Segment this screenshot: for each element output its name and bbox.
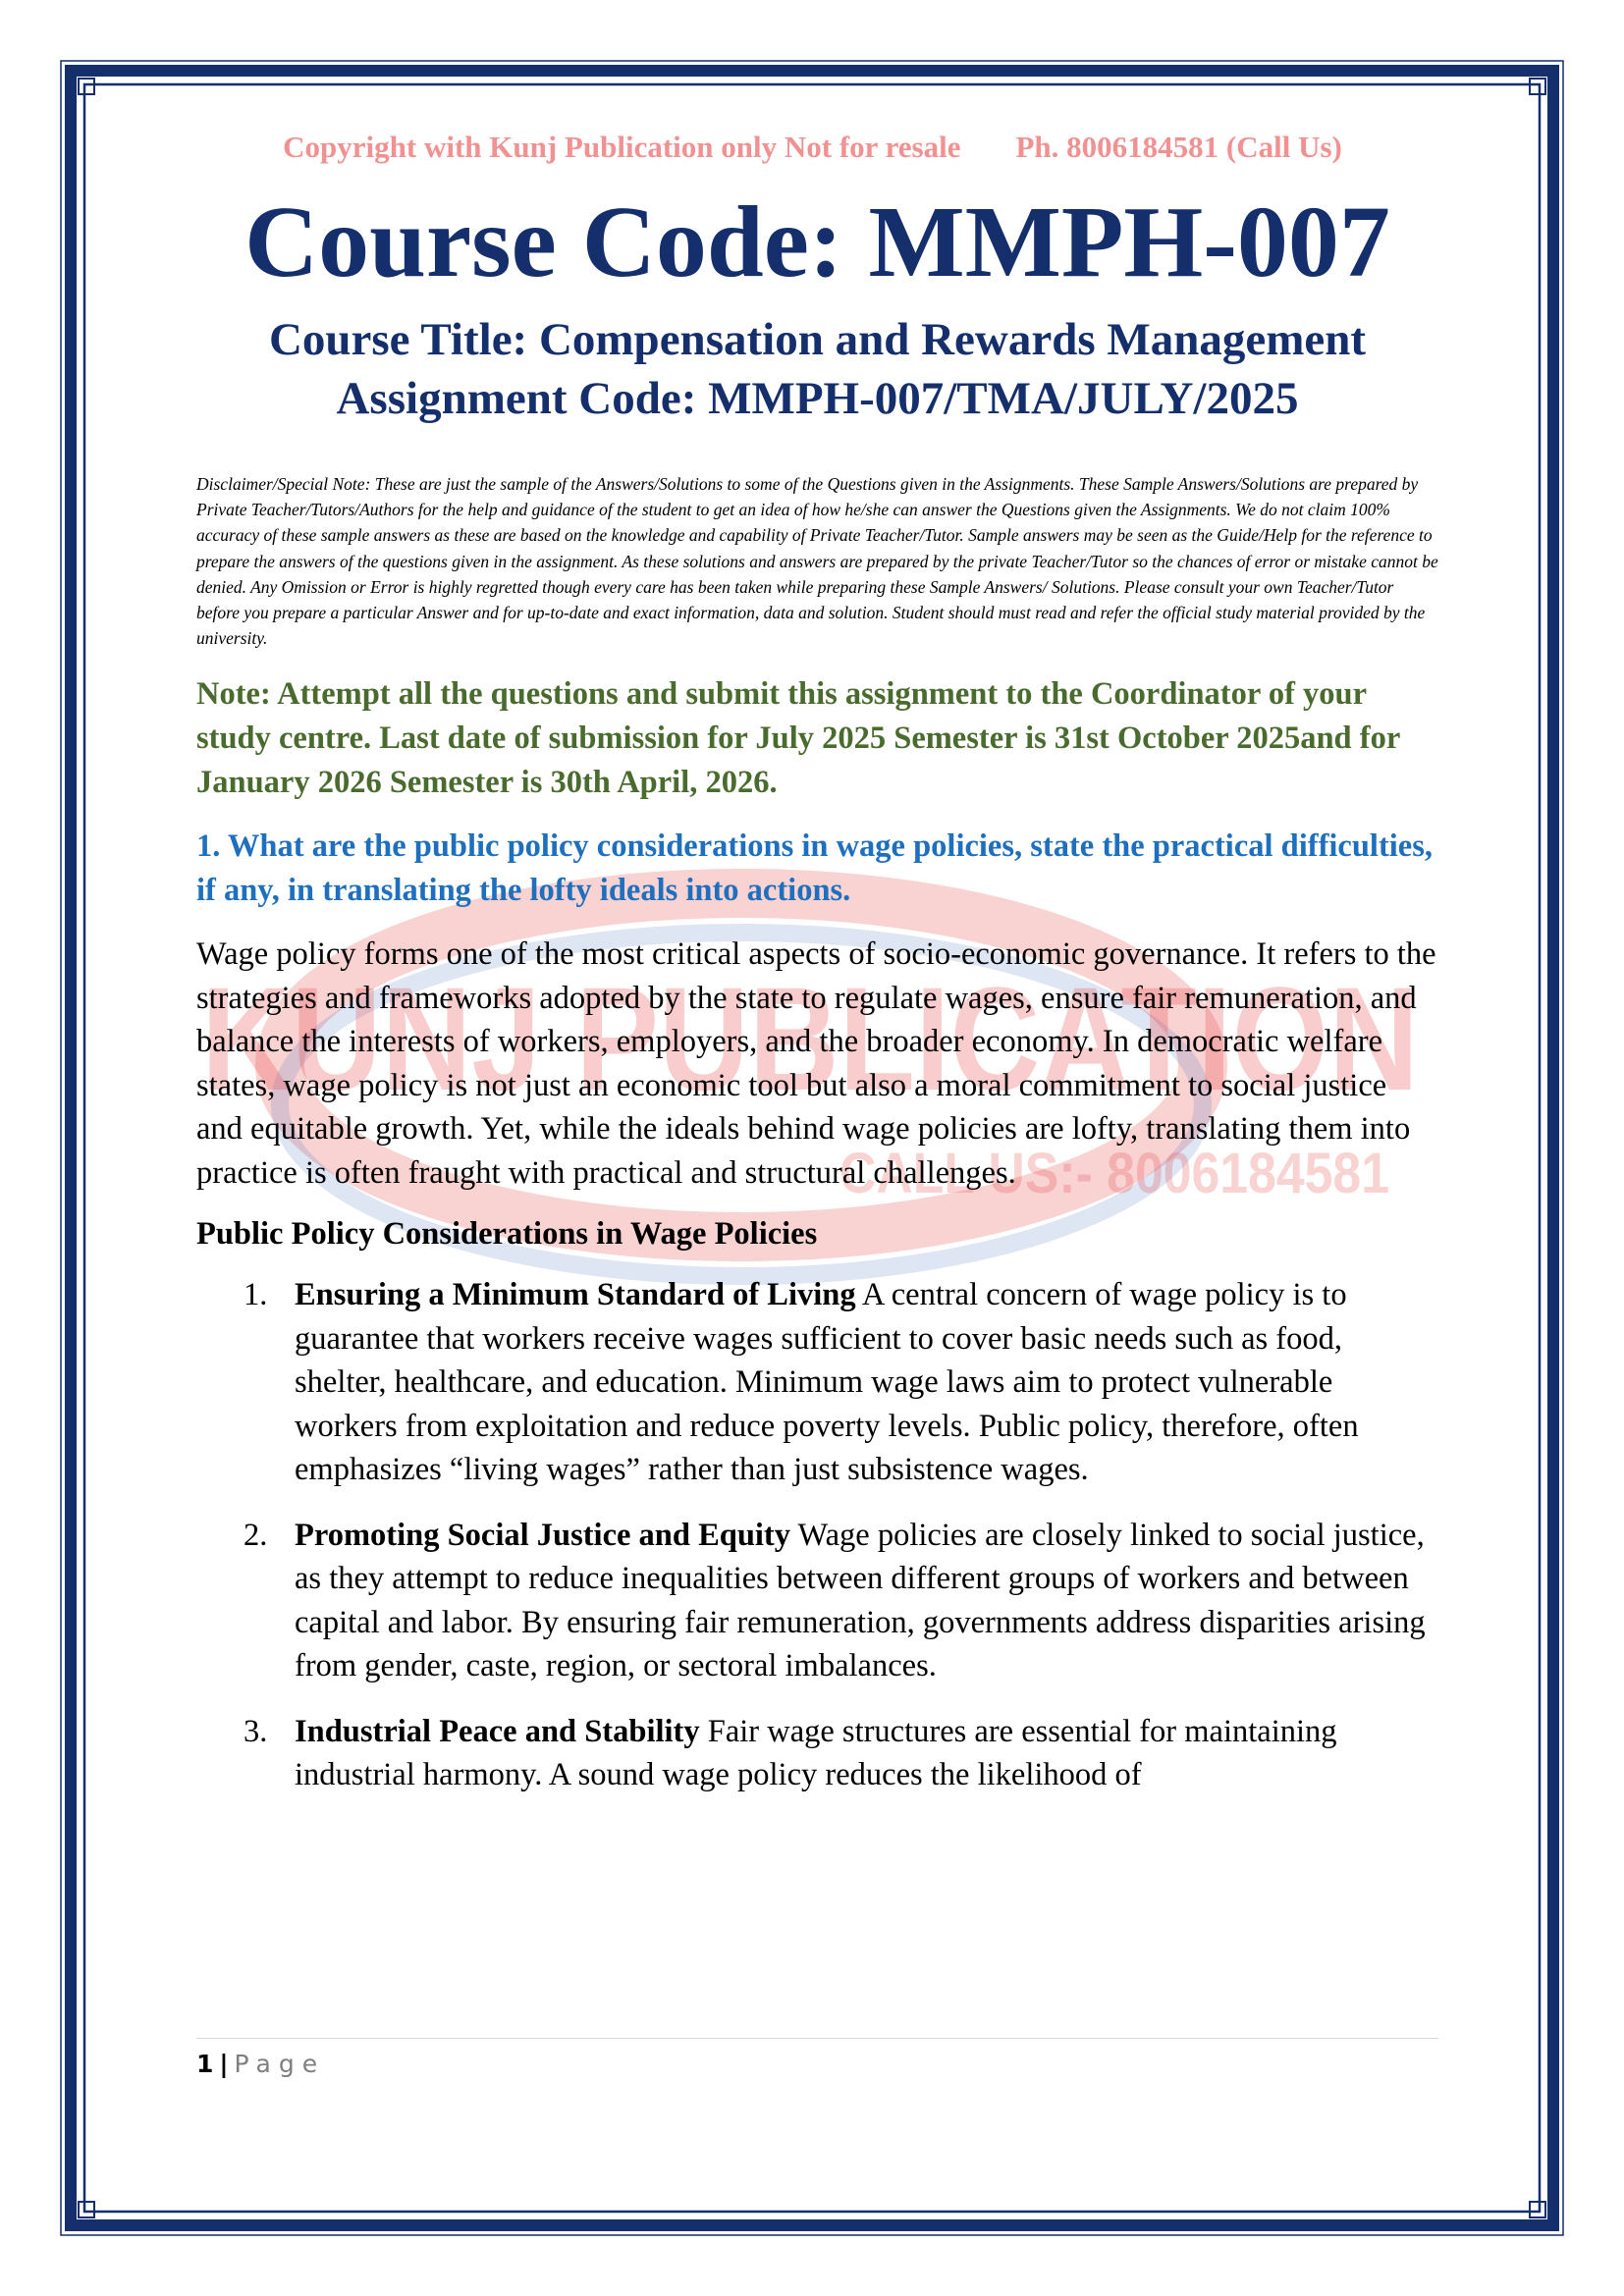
considerations-list	[196, 1273, 1438, 1797]
page-label: Page	[234, 2050, 326, 2078]
list-item-title: Promoting Social Justice and Equity	[295, 1517, 791, 1553]
disclaimer: Disclaimer/Special Note: These are just the sample of the Answers/Solutions to some of the Questions given in the Assignments. These Sample Answers/Solutions are prepared by Private Teacher/Tutors/Authors for the help and guidance of the student to get an idea of how he/she can answer the Questions given the Assignments. We do not claim 100% accuracy of these sample answers as these are based on the knowledge and capability of Private Teacher/Tutor. Sample answers may be seen as the Guide/Help for the reference to prepare the answers of the questions given in the assignment. As these solutions and answers are prepared by the private Teacher/Tutor so the chances of error or mistake cannot be denied. Any Omission or Error is highly regretted though every care has been taken while preparing these Sample Answers/ Solutions. Please consult your own Teacher/Tutor before you prepare a particular Answer and for up-to-date and exact information, data and solution. Student should must read and refer the official study material provided by the university.	[196, 474, 1438, 649]
page-separator: |	[219, 2050, 229, 2078]
question-1: 1. What are the public policy considerations in wage policies, state the practical difficulties, if any, in translating the lofty ideals into actions.	[196, 828, 1434, 909]
submission-note: Note: Attempt all the questions and submit this assignment to the Coordinator of your study centre. Last date of submission for July 2025 Semester is 31st October 2025and for January 2026 Semester is 30th April, 2026.	[196, 676, 1400, 801]
course-title: Course Title: Compensation and Rewards Management	[268, 314, 1367, 365]
list-number: 1.	[244, 1277, 268, 1313]
assignment-code: Assignment Code: MMPH-007/TMA/JULY/2025	[336, 373, 1299, 424]
svg-text:KUNJ PUBLICATION: KUNJ PUBLICATION	[201, 956, 1419, 1121]
list-item	[196, 1273, 1438, 1492]
page-footer	[196, 2038, 1438, 2080]
course-code-heading: Course Code: MMPH-007	[244, 186, 1390, 298]
section-heading: Public Policy Considerations in Wage Policies	[196, 1216, 818, 1253]
list-item-text: Wage policies are closely linked to social justice, as they attempt to reduce inequalities between different groups of workers and between capital and labor. By ensuring fair remuneration, governments address disparities arising from gender, caste, region, or sectoral imbalances.	[295, 1517, 1426, 1684]
list-number: 2.	[244, 1517, 268, 1553]
phone-text: Ph. 8006184581 (Call Us)	[1015, 130, 1342, 164]
list-item-title: Industrial Peace and Stability	[295, 1713, 700, 1749]
list-item-text: A central concern of wage policy is to guarantee that workers receive wages sufficient to cover basic needs such as food, shelter, healthcare, and education. Minimum wage laws aim to protect vulnerable workers from exploitation and reduce poverty levels. Public policy, therefore, often emphasizes “living wages” rather than just subsistence wages.	[295, 1277, 1359, 1488]
page-content	[196, 128, 1438, 1819]
copyright-line	[187, 128, 1438, 167]
list-item	[196, 1514, 1438, 1688]
list-item-title: Ensuring a Minimum Standard of Living	[295, 1277, 856, 1313]
list-item-text: Fair wage structures are essential for maintaining industrial harmony. A sound wage policy reduces the likelihood of	[295, 1713, 1337, 1793]
list-item	[196, 1710, 1438, 1797]
copyright-text: Copyright with Kunj Publication only Not for resale	[283, 130, 961, 164]
svg-text:CALL US:- 8006184581: CALL US:- 8006184581	[839, 1142, 1389, 1205]
intro-paragraph: Wage policy forms one of the most critical aspects of socio-economic governance. It refers to the strategies and frameworks adopted by the state to regulate wages, ensure fair remuneration, and balance the interests of workers, employers, and the broader economy. In democratic welfare states, wage policy is not just an economic tool but also a moral commitment to social justice and equitable growth. Yet, while the ideals behind wage policies are lofty, translating them into practice is often fraught with practical and structural challenges.	[196, 936, 1436, 1191]
page-number: 1	[196, 2050, 214, 2078]
list-number: 3.	[244, 1713, 268, 1749]
